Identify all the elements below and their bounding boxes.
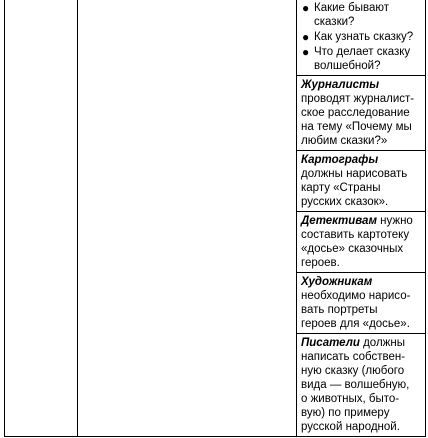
role-name: Художникам bbox=[301, 276, 373, 288]
role-text: должны нарисовать карту «Страны русских сказок». bbox=[301, 168, 408, 208]
role-writers bbox=[297, 333, 425, 436]
role-detectives bbox=[297, 211, 425, 272]
role-cartographers bbox=[297, 150, 425, 211]
lesson-table bbox=[4, 0, 426, 437]
role-journalists bbox=[297, 75, 425, 150]
role-name: Журналисты bbox=[301, 79, 380, 91]
table-cell-roles bbox=[297, 0, 426, 437]
role-artists bbox=[297, 272, 425, 333]
bullet-icon: ● bbox=[302, 30, 310, 44]
role-name: Картографы bbox=[301, 154, 379, 166]
question-item bbox=[302, 1, 422, 29]
table-cell-first bbox=[5, 0, 78, 437]
role-name: Писатели bbox=[301, 337, 360, 349]
role-name: Детективам bbox=[301, 215, 377, 227]
role-text: нужно составить картотеку «досье» сказочных героев. bbox=[301, 215, 413, 269]
table-cell-middle bbox=[78, 0, 297, 437]
bullet-icon: ● bbox=[302, 1, 310, 15]
question-text: Что делает сказку волшебной? bbox=[314, 46, 411, 72]
question-text: Какие бывают сказки? bbox=[314, 2, 390, 28]
question-text: Как узнать сказку? bbox=[314, 31, 414, 43]
question-item bbox=[302, 45, 422, 73]
role-text: должны написать собствен- ную сказку (любого вида — волшебную, о животных, быто- вую) по примеру русской народной. bbox=[301, 337, 410, 433]
role-text: необходимо нарисо- вать портреты героев для «досье». bbox=[301, 290, 411, 330]
role-text: проводят журналист- ское расследование на тему «Почему мы любим сказки?» bbox=[301, 93, 415, 147]
bullet-icon: ● bbox=[302, 45, 310, 59]
table-row bbox=[5, 0, 426, 437]
question-list bbox=[297, 0, 425, 75]
question-item bbox=[302, 30, 422, 44]
